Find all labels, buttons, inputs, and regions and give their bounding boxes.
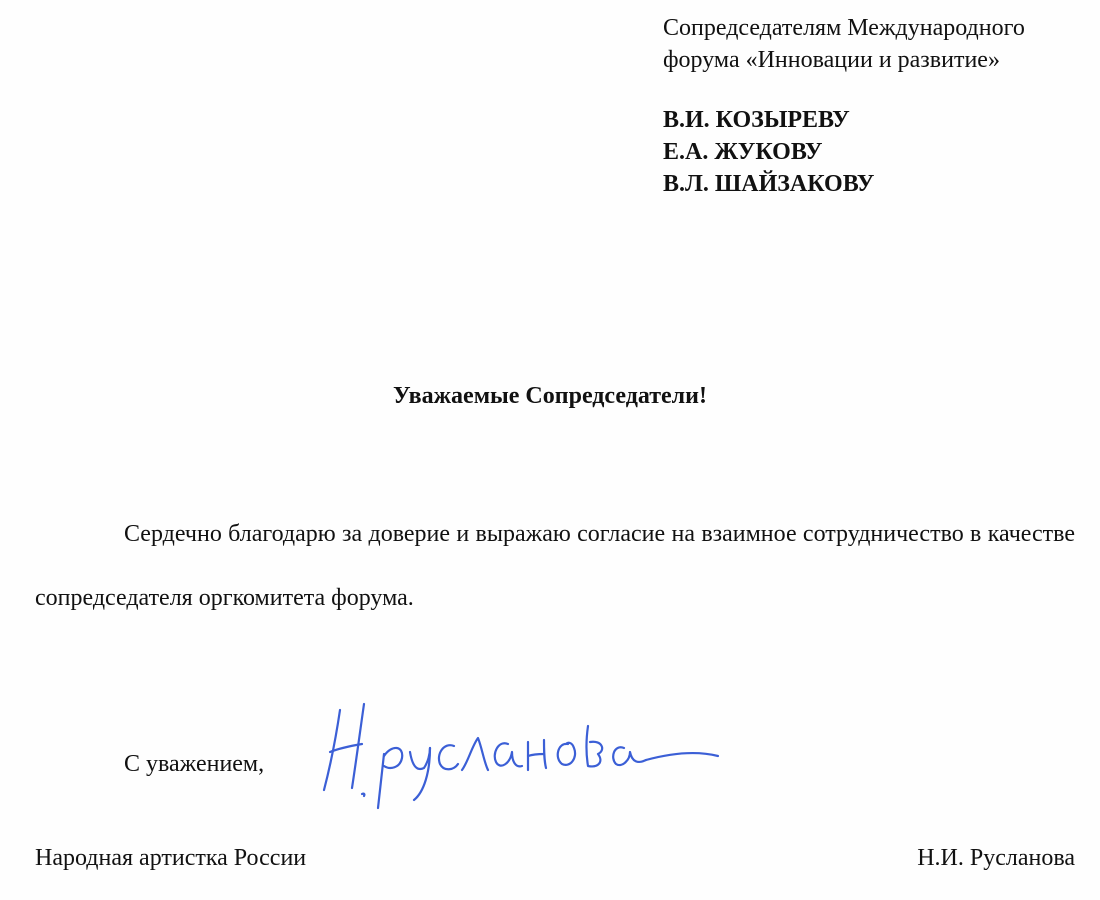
salutation: Уважаемые Сопредседатели! xyxy=(393,383,707,409)
signer-name: Н.И. Русланова xyxy=(917,845,1075,871)
closing-phrase: С уважением, xyxy=(124,751,265,777)
addressee-line-2: форума «Инновации и развитие» xyxy=(663,47,1000,73)
body-paragraph: Сердечно благодарю за доверие и выражаю согласие на взаимное сотрудничество в качестве сопредседателя оргкомитета форума. xyxy=(35,521,1075,611)
handwritten-signature xyxy=(312,682,732,812)
recipient-kozyrev: В.И. КОЗЫРЕВУ xyxy=(663,107,850,133)
signer-title: Народная артистка России xyxy=(35,845,307,871)
recipient-list xyxy=(663,104,1093,200)
addressee-block xyxy=(663,12,1093,200)
recipient-zhukov: Е.А. ЖУКОВУ xyxy=(663,139,823,165)
recipient-shaizakov: В.Л. ШАЙЗАКОВУ xyxy=(663,171,875,197)
addressee-line-1: Сопредседателям Международного xyxy=(663,15,1025,41)
